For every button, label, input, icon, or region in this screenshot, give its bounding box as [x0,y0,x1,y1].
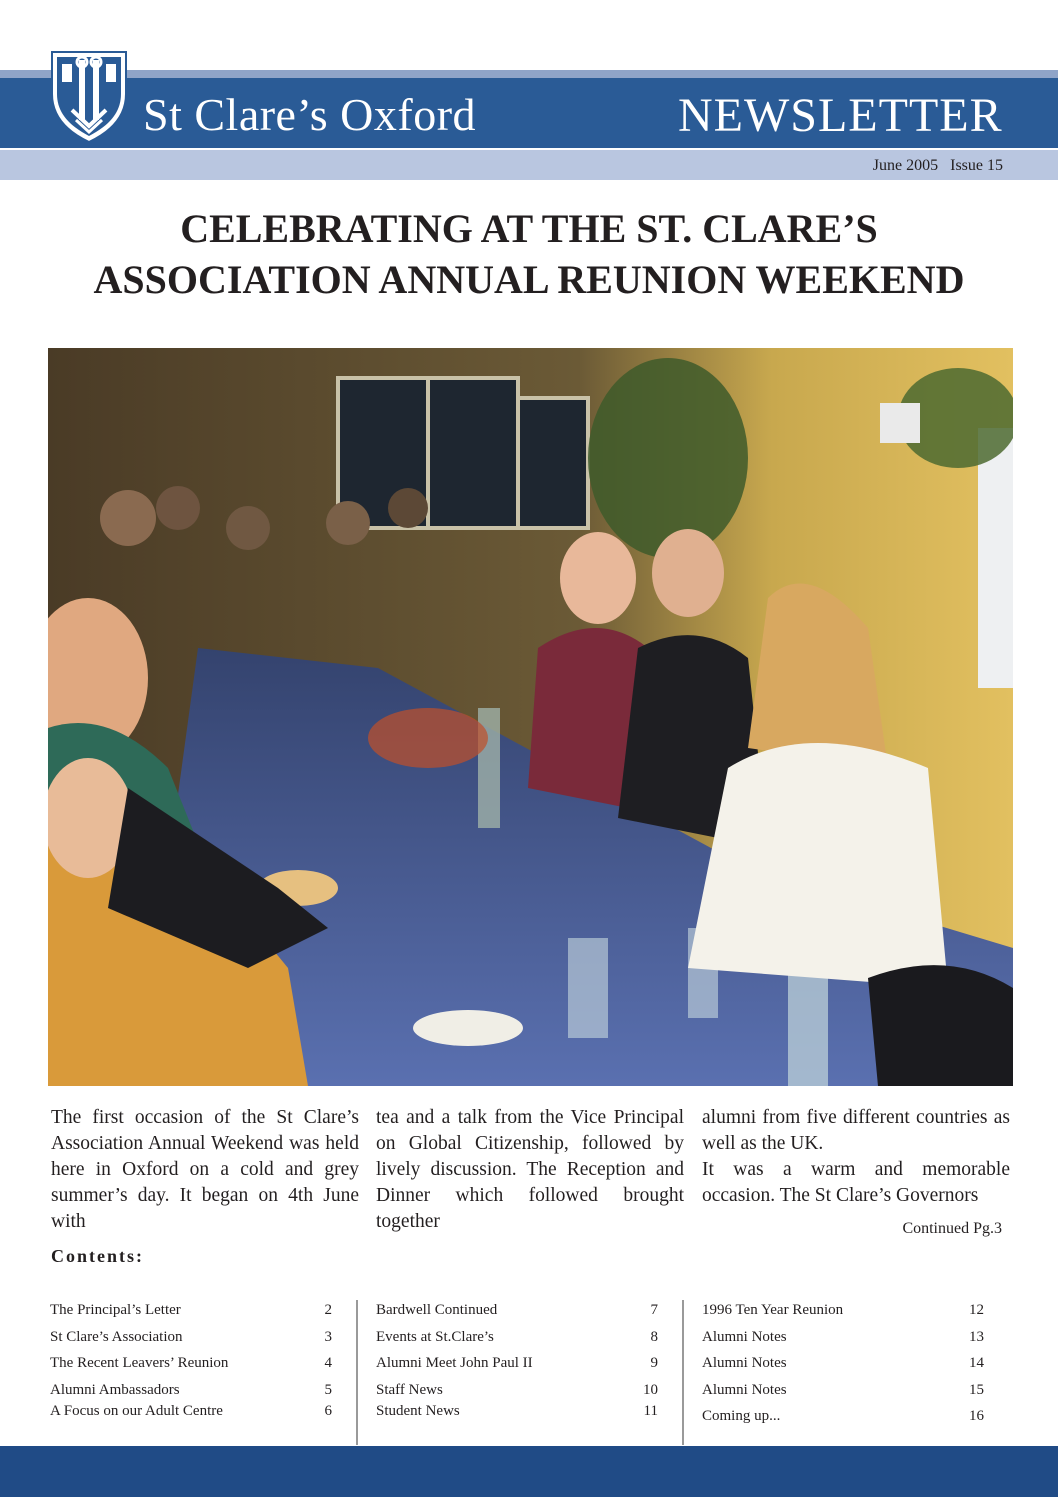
toc-entry[interactable]: The Principal’s Letter 2 [50,1302,332,1318]
contents-title: Contents: [51,1246,144,1266]
newsletter-masthead: NEWSLETTER [678,89,1003,142]
toc-entry[interactable]: Staff News 10 [376,1381,658,1398]
dinner-party-photo [48,348,1013,1086]
issue-date: June 2005 Issue 15 [872,157,1003,174]
article-column-2: tea and a talk from the Vice Principal on Global Citizenship, followed by lively discussion. The Reception and Dinner which followed brought together [376,1107,684,1232]
headline [0,203,1058,305]
article-column-3 [702,1105,1010,1209]
contents-column-1 [50,1297,332,1425]
contents-divider-2 [682,1300,684,1445]
toc-entry[interactable]: Alumni Notes 15 [702,1381,984,1398]
toc-entry[interactable]: Alumni Notes 13 [702,1328,984,1345]
continued-link[interactable]: Continued Pg.3 [902,1220,1002,1237]
contents-divider-1 [356,1300,358,1445]
toc-entry[interactable]: Alumni Ambassadors 5 [50,1381,332,1398]
toc-entry[interactable]: Alumni Notes 14 [702,1355,984,1371]
toc-entry[interactable]: A Focus on our Adult Centre 6 [50,1403,332,1419]
photo-illustration [48,348,1013,1086]
article-column-3-part-2: It was a warm and memorable occasion. The St Clare’s Governors [702,1159,1010,1206]
toc-entry[interactable]: St Clare’s Association 3 [50,1328,332,1345]
toc-entry[interactable]: Student News 11 [376,1403,658,1419]
footer-band [0,1446,1058,1497]
header-top-strip [0,70,1058,78]
toc-entry[interactable]: The Recent Leavers’ Reunion 4 [50,1355,332,1371]
brand-name: St Clare’s Oxford [143,89,477,140]
toc-entry[interactable]: Bardwell Continued 7 [376,1302,658,1318]
contents-column-3 [702,1297,984,1430]
article-column-3-part-1: alumni from five different countries as well as the UK. [702,1107,1010,1154]
shield-crest-icon [50,50,128,144]
toc-entry[interactable]: 1996 Ten Year Reunion 12 [702,1302,984,1318]
toc-entry[interactable]: Alumni Meet John Paul II 9 [376,1355,658,1371]
toc-entry[interactable]: Events at St.Clare’s 8 [376,1328,658,1345]
headline-line-2: ASSOCIATION ANNUAL REUNION WEEKEND [93,257,965,302]
article-column-1: The first occasion of the St Clare’s Association Annual Weekend was held here in Oxford on a cold and grey summer’s day. It began on 4th June with [51,1107,359,1232]
contents-column-2 [376,1297,658,1425]
headline-line-1: CELEBRATING AT THE ST. CLARE’S [180,206,878,251]
toc-entry[interactable]: Coming up... 16 [702,1408,984,1424]
